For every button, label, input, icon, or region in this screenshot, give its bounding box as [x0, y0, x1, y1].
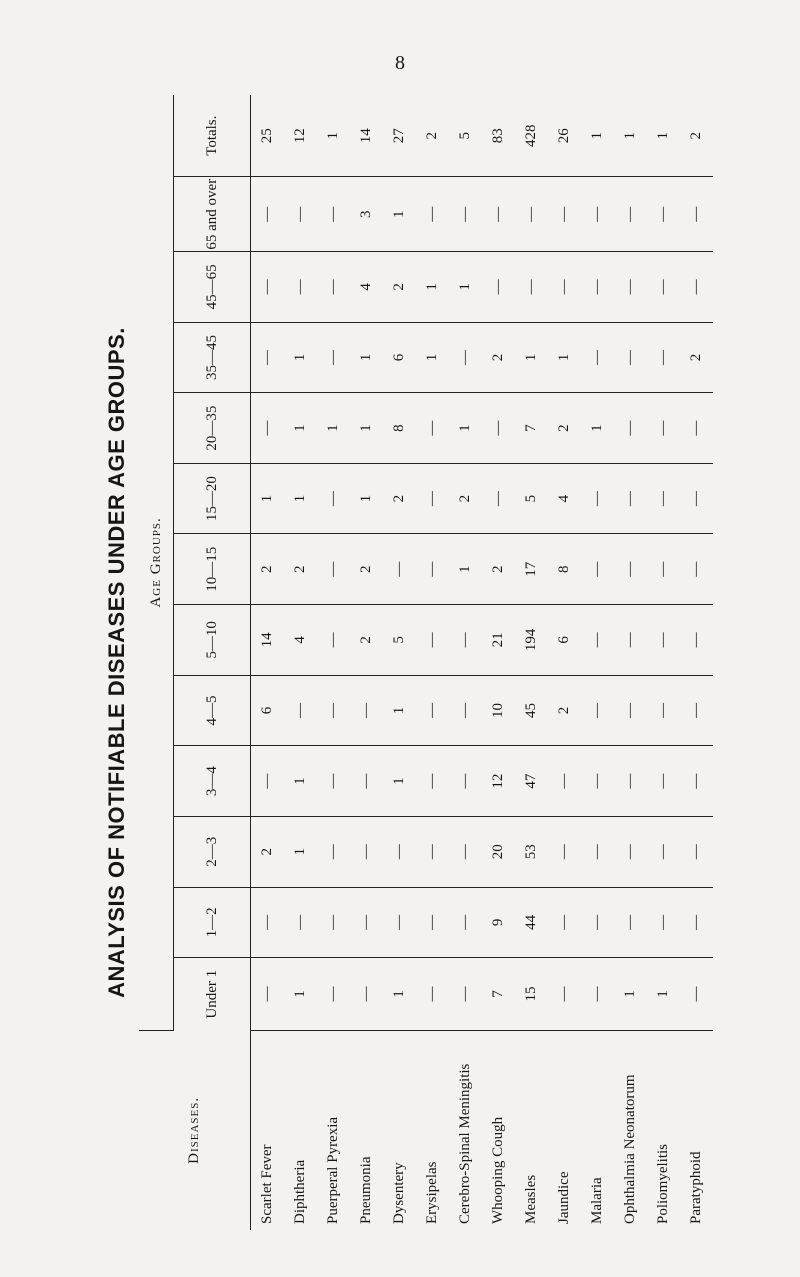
page-number: 8: [395, 52, 405, 74]
count-cell: 6: [251, 675, 285, 746]
count-cell: —: [614, 177, 647, 252]
total-cell: 25: [251, 95, 285, 177]
count-cell: —: [647, 816, 680, 887]
count-cell: 1: [383, 958, 416, 1031]
total-cell: 2: [416, 95, 449, 177]
table-row: [515, 95, 548, 1230]
count-cell: —: [416, 463, 449, 534]
count-cell: —: [284, 887, 317, 958]
count-cell: —: [647, 746, 680, 817]
count-cell: —: [548, 177, 581, 252]
count-cell: —: [350, 675, 383, 746]
rotated-table-block: [95, 95, 745, 1230]
count-cell: 1: [284, 322, 317, 393]
count-cell: 2: [383, 252, 416, 323]
count-cell: 14: [251, 605, 285, 676]
count-cell: —: [614, 816, 647, 887]
count-cell: 5: [383, 605, 416, 676]
count-cell: —: [614, 605, 647, 676]
count-cell: —: [647, 463, 680, 534]
count-cell: —: [614, 393, 647, 464]
count-cell: —: [680, 675, 713, 746]
total-cell: 83: [482, 95, 515, 177]
disease-name-cell: Dysentery: [391, 1162, 407, 1224]
count-cell: 2: [548, 393, 581, 464]
count-cell: —: [581, 322, 614, 393]
table-body: [251, 95, 714, 1230]
count-cell: —: [581, 746, 614, 817]
total-cell: 2: [680, 95, 713, 177]
count-cell: —: [614, 463, 647, 534]
count-cell: 1: [284, 463, 317, 534]
column-header: 1—2: [174, 887, 251, 958]
count-cell: 1: [581, 393, 614, 464]
column-header: Totals.: [174, 95, 251, 177]
count-cell: —: [416, 816, 449, 887]
count-cell: —: [317, 958, 350, 1031]
count-cell: —: [317, 746, 350, 817]
count-cell: 2: [548, 675, 581, 746]
count-cell: 15: [515, 958, 548, 1031]
count-cell: —: [449, 816, 482, 887]
count-cell: 1: [614, 958, 647, 1031]
count-cell: 47: [515, 746, 548, 817]
count-cell: —: [548, 958, 581, 1031]
count-cell: 6: [383, 322, 416, 393]
table-title: ANALYSIS OF NOTIFIABLE DISEASES UNDER AGE GROUPS.: [104, 327, 129, 998]
count-cell: —: [449, 177, 482, 252]
count-cell: —: [449, 746, 482, 817]
count-cell: 194: [515, 605, 548, 676]
column-header: 45—65: [174, 252, 251, 323]
count-cell: —: [548, 252, 581, 323]
count-cell: —: [680, 252, 713, 323]
count-cell: —: [680, 534, 713, 605]
count-cell: —: [581, 252, 614, 323]
disease-name-cell: Jaundice: [556, 1171, 572, 1224]
disease-name-cell: Scarlet Fever: [259, 1144, 275, 1224]
count-cell: 3: [350, 177, 383, 252]
count-cell: —: [416, 958, 449, 1031]
count-cell: 4: [350, 252, 383, 323]
count-cell: 1: [350, 322, 383, 393]
count-cell: —: [614, 252, 647, 323]
count-cell: 9: [482, 887, 515, 958]
count-cell: 1: [647, 958, 680, 1031]
count-cell: 2: [284, 534, 317, 605]
count-cell: —: [284, 252, 317, 323]
count-cell: —: [251, 322, 285, 393]
count-cell: —: [449, 887, 482, 958]
count-cell: —: [416, 887, 449, 958]
total-cell: 1: [614, 95, 647, 177]
column-header: 35—45: [174, 322, 251, 393]
count-cell: 1: [284, 816, 317, 887]
count-cell: 1: [350, 393, 383, 464]
table-row: [383, 95, 416, 1230]
count-cell: 1: [383, 746, 416, 817]
column-header: Under 1: [174, 958, 251, 1031]
count-cell: —: [548, 816, 581, 887]
total-cell: 1: [317, 95, 350, 177]
count-cell: —: [647, 534, 680, 605]
total-cell: 26: [548, 95, 581, 177]
count-cell: 2: [251, 816, 285, 887]
count-cell: —: [581, 534, 614, 605]
count-cell: 53: [515, 816, 548, 887]
disease-name-cell: Paratyphoid: [688, 1151, 704, 1224]
count-cell: 1: [284, 393, 317, 464]
count-cell: —: [581, 463, 614, 534]
count-cell: —: [350, 958, 383, 1031]
count-cell: 1: [449, 534, 482, 605]
count-cell: 7: [515, 393, 548, 464]
table-row: [482, 95, 515, 1230]
disease-name-cell: Puerperal Pyrexia: [325, 1116, 341, 1224]
age-groups-header: Age Groups.: [139, 95, 174, 1030]
count-cell: 1: [317, 393, 350, 464]
count-cell: —: [548, 746, 581, 817]
count-cell: —: [251, 177, 285, 252]
count-cell: —: [614, 887, 647, 958]
count-cell: 2: [449, 463, 482, 534]
count-cell: 1: [383, 675, 416, 746]
count-cell: —: [284, 177, 317, 252]
count-cell: 2: [350, 605, 383, 676]
count-cell: —: [680, 605, 713, 676]
count-cell: —: [680, 393, 713, 464]
count-cell: —: [317, 252, 350, 323]
count-cell: 5: [515, 463, 548, 534]
count-cell: —: [416, 605, 449, 676]
total-cell: 1: [581, 95, 614, 177]
count-cell: —: [515, 252, 548, 323]
column-header: 15—20: [174, 463, 251, 534]
count-cell: —: [350, 746, 383, 817]
count-cell: 2: [482, 322, 515, 393]
count-cell: —: [350, 816, 383, 887]
count-cell: 1: [251, 463, 285, 534]
count-cell: —: [680, 887, 713, 958]
total-cell: 5: [449, 95, 482, 177]
count-cell: 1: [416, 322, 449, 393]
count-cell: 12: [482, 746, 515, 817]
table-row: [581, 95, 614, 1230]
count-cell: —: [350, 887, 383, 958]
count-cell: —: [416, 675, 449, 746]
count-cell: —: [647, 322, 680, 393]
count-cell: —: [317, 177, 350, 252]
count-cell: 1: [548, 322, 581, 393]
count-cell: —: [317, 322, 350, 393]
count-cell: 1: [449, 252, 482, 323]
count-cell: —: [581, 816, 614, 887]
count-cell: —: [317, 887, 350, 958]
count-cell: 2: [482, 534, 515, 605]
count-cell: —: [251, 252, 285, 323]
count-cell: —: [614, 322, 647, 393]
disease-name-cell: Whooping Cough: [490, 1116, 506, 1224]
count-cell: 2: [251, 534, 285, 605]
table-row: [317, 95, 350, 1230]
column-header: 20—35: [174, 393, 251, 464]
diseases-header: Diseases.: [139, 1030, 251, 1230]
count-cell: 1: [284, 958, 317, 1031]
total-cell: 1: [647, 95, 680, 177]
count-cell: 10: [482, 675, 515, 746]
table-row: [449, 95, 482, 1230]
disease-name-cell: Malaria: [589, 1177, 605, 1224]
count-cell: —: [416, 534, 449, 605]
count-cell: —: [581, 958, 614, 1031]
count-cell: —: [416, 746, 449, 817]
count-cell: —: [482, 252, 515, 323]
count-cell: —: [284, 675, 317, 746]
count-cell: 20: [482, 816, 515, 887]
count-cell: —: [614, 746, 647, 817]
table-row: [548, 95, 581, 1230]
table-row: [680, 95, 713, 1230]
count-cell: 17: [515, 534, 548, 605]
count-cell: 1: [383, 177, 416, 252]
count-cell: 2: [350, 534, 383, 605]
count-cell: 4: [284, 605, 317, 676]
count-cell: —: [647, 605, 680, 676]
count-cell: —: [251, 393, 285, 464]
count-cell: 2: [680, 322, 713, 393]
count-cell: —: [383, 534, 416, 605]
column-header: 3—4: [174, 746, 251, 817]
count-cell: —: [251, 958, 285, 1031]
count-cell: 44: [515, 887, 548, 958]
count-cell: —: [647, 177, 680, 252]
table-row: [251, 95, 285, 1230]
count-cell: 8: [383, 393, 416, 464]
disease-name-cell: Diphtheria: [292, 1159, 308, 1224]
total-cell: 27: [383, 95, 416, 177]
count-cell: 2: [383, 463, 416, 534]
column-header: 10—15: [174, 534, 251, 605]
count-cell: —: [449, 958, 482, 1031]
count-cell: 1: [515, 322, 548, 393]
table-row: [614, 95, 647, 1230]
count-cell: —: [614, 534, 647, 605]
count-cell: —: [449, 675, 482, 746]
count-cell: —: [251, 746, 285, 817]
count-cell: —: [482, 463, 515, 534]
count-cell: —: [680, 746, 713, 817]
count-cell: —: [482, 177, 515, 252]
total-cell: 428: [515, 95, 548, 177]
count-cell: —: [251, 887, 285, 958]
header-group-row: [139, 95, 174, 1230]
disease-name-cell: Pneumonia: [358, 1156, 374, 1224]
column-header: 65 and over: [174, 177, 251, 252]
count-cell: —: [647, 252, 680, 323]
count-cell: —: [317, 675, 350, 746]
count-cell: —: [548, 887, 581, 958]
total-cell: 12: [284, 95, 317, 177]
count-cell: 45: [515, 675, 548, 746]
disease-name-cell: Poliomyelitis: [655, 1143, 671, 1224]
count-cell: 21: [482, 605, 515, 676]
count-cell: —: [515, 177, 548, 252]
count-cell: 7: [482, 958, 515, 1031]
count-cell: —: [647, 887, 680, 958]
disease-name-cell: Cerebro-Spinal Meningitis: [457, 1063, 473, 1224]
table-row: [350, 95, 383, 1230]
count-cell: —: [317, 605, 350, 676]
disease-name-cell: Ophthalmia Neonatorum: [622, 1074, 638, 1224]
count-cell: —: [383, 887, 416, 958]
count-cell: —: [680, 177, 713, 252]
count-cell: —: [647, 675, 680, 746]
count-cell: —: [482, 393, 515, 464]
count-cell: —: [680, 958, 713, 1031]
count-cell: —: [449, 605, 482, 676]
disease-name-cell: Erysipelas: [424, 1161, 440, 1224]
count-cell: —: [416, 177, 449, 252]
count-cell: —: [383, 816, 416, 887]
count-cell: 6: [548, 605, 581, 676]
count-cell: 8: [548, 534, 581, 605]
count-cell: —: [581, 605, 614, 676]
table-row: [647, 95, 680, 1230]
column-header: 4—5: [174, 675, 251, 746]
disease-name-cell: Measles: [523, 1174, 539, 1224]
count-cell: —: [614, 675, 647, 746]
notifiable-diseases-table: [139, 95, 713, 1230]
count-cell: —: [581, 887, 614, 958]
table-row: [284, 95, 317, 1230]
column-header: 2—3: [174, 816, 251, 887]
count-cell: —: [581, 675, 614, 746]
count-cell: 1: [284, 746, 317, 817]
count-cell: —: [680, 816, 713, 887]
count-cell: —: [317, 463, 350, 534]
count-cell: —: [416, 393, 449, 464]
count-cell: —: [647, 393, 680, 464]
table-row: [416, 95, 449, 1230]
count-cell: —: [317, 816, 350, 887]
count-cell: —: [449, 322, 482, 393]
total-cell: 14: [350, 95, 383, 177]
column-header: 5—10: [174, 605, 251, 676]
count-cell: 4: [548, 463, 581, 534]
count-cell: —: [581, 177, 614, 252]
count-cell: —: [317, 534, 350, 605]
count-cell: 1: [449, 393, 482, 464]
count-cell: —: [680, 463, 713, 534]
count-cell: 1: [350, 463, 383, 534]
count-cell: 1: [416, 252, 449, 323]
